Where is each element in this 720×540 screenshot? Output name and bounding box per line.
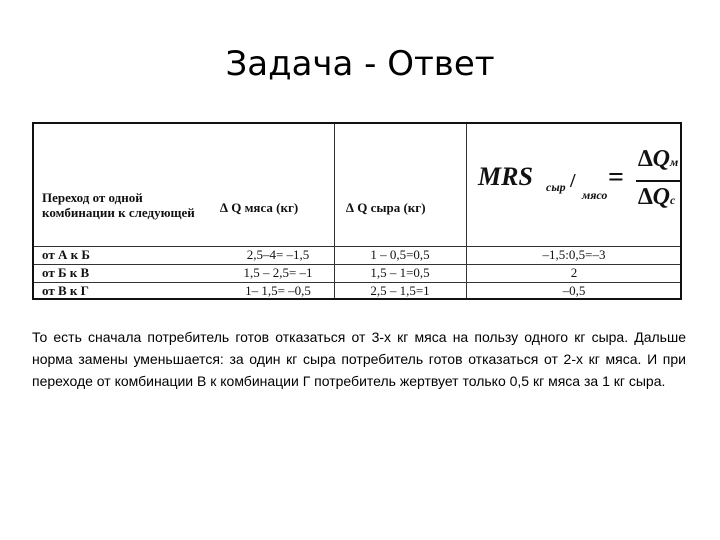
table-row (34, 283, 680, 299)
row-mrs: 2 (570, 265, 578, 280)
row-cheese: 1 – 0,5=0,5 (370, 247, 430, 262)
header-cheese: ∆ Q сыра (кг) (346, 200, 426, 215)
formula-slash: / (570, 170, 576, 192)
row-meat: 1– 1,5= –0,5 (245, 283, 311, 298)
row-label: от Б к В (42, 265, 90, 280)
fraction-bar (636, 180, 680, 182)
row-cheese: 1,5 – 1=0,5 (370, 265, 430, 280)
header-meat: ∆ Q мяса (кг) (220, 200, 299, 215)
explanation-paragraph: То есть сначала потребитель готов отказаться от 3-х кг мяса на пользу одного кг сыра. Дальше норма замены уменьшается: за один кг сыра потребитель готов отказаться от 2-х кг мяса. И при переходе от комбинации В к комбинации Г потребитель жертвует только 0,5 кг мяса за 1 кг сыра. (32, 329, 686, 389)
formula-equals: = (608, 162, 624, 193)
table-row (34, 265, 680, 281)
formula-numerator: ∆Qм (638, 146, 679, 172)
formula-mrs: MRS (478, 162, 533, 191)
row-label: от В к Г (42, 283, 89, 298)
row-meat: 2,5–4= –1,5 (246, 247, 310, 262)
row-meat: 1,5 – 2,5= –1 (243, 265, 313, 280)
formula-sub-meat: мясо (582, 188, 608, 202)
header-transition: Переход от одной комбинации к следующей (42, 190, 195, 220)
table-row (34, 247, 680, 263)
slide-title: Задача - Ответ (225, 44, 495, 84)
row-mrs: –1,5:0,5=–3 (542, 247, 606, 262)
formula-sub-cheese: сыр (546, 180, 566, 194)
row-cheese: 2,5 – 1,5=1 (370, 283, 430, 298)
row-mrs: –0,5 (562, 283, 586, 298)
row-label: от А к Б (42, 247, 90, 262)
answer-table-image (32, 122, 682, 300)
formula-denominator: ∆Qс (638, 184, 676, 210)
mrs-formula (478, 144, 678, 224)
